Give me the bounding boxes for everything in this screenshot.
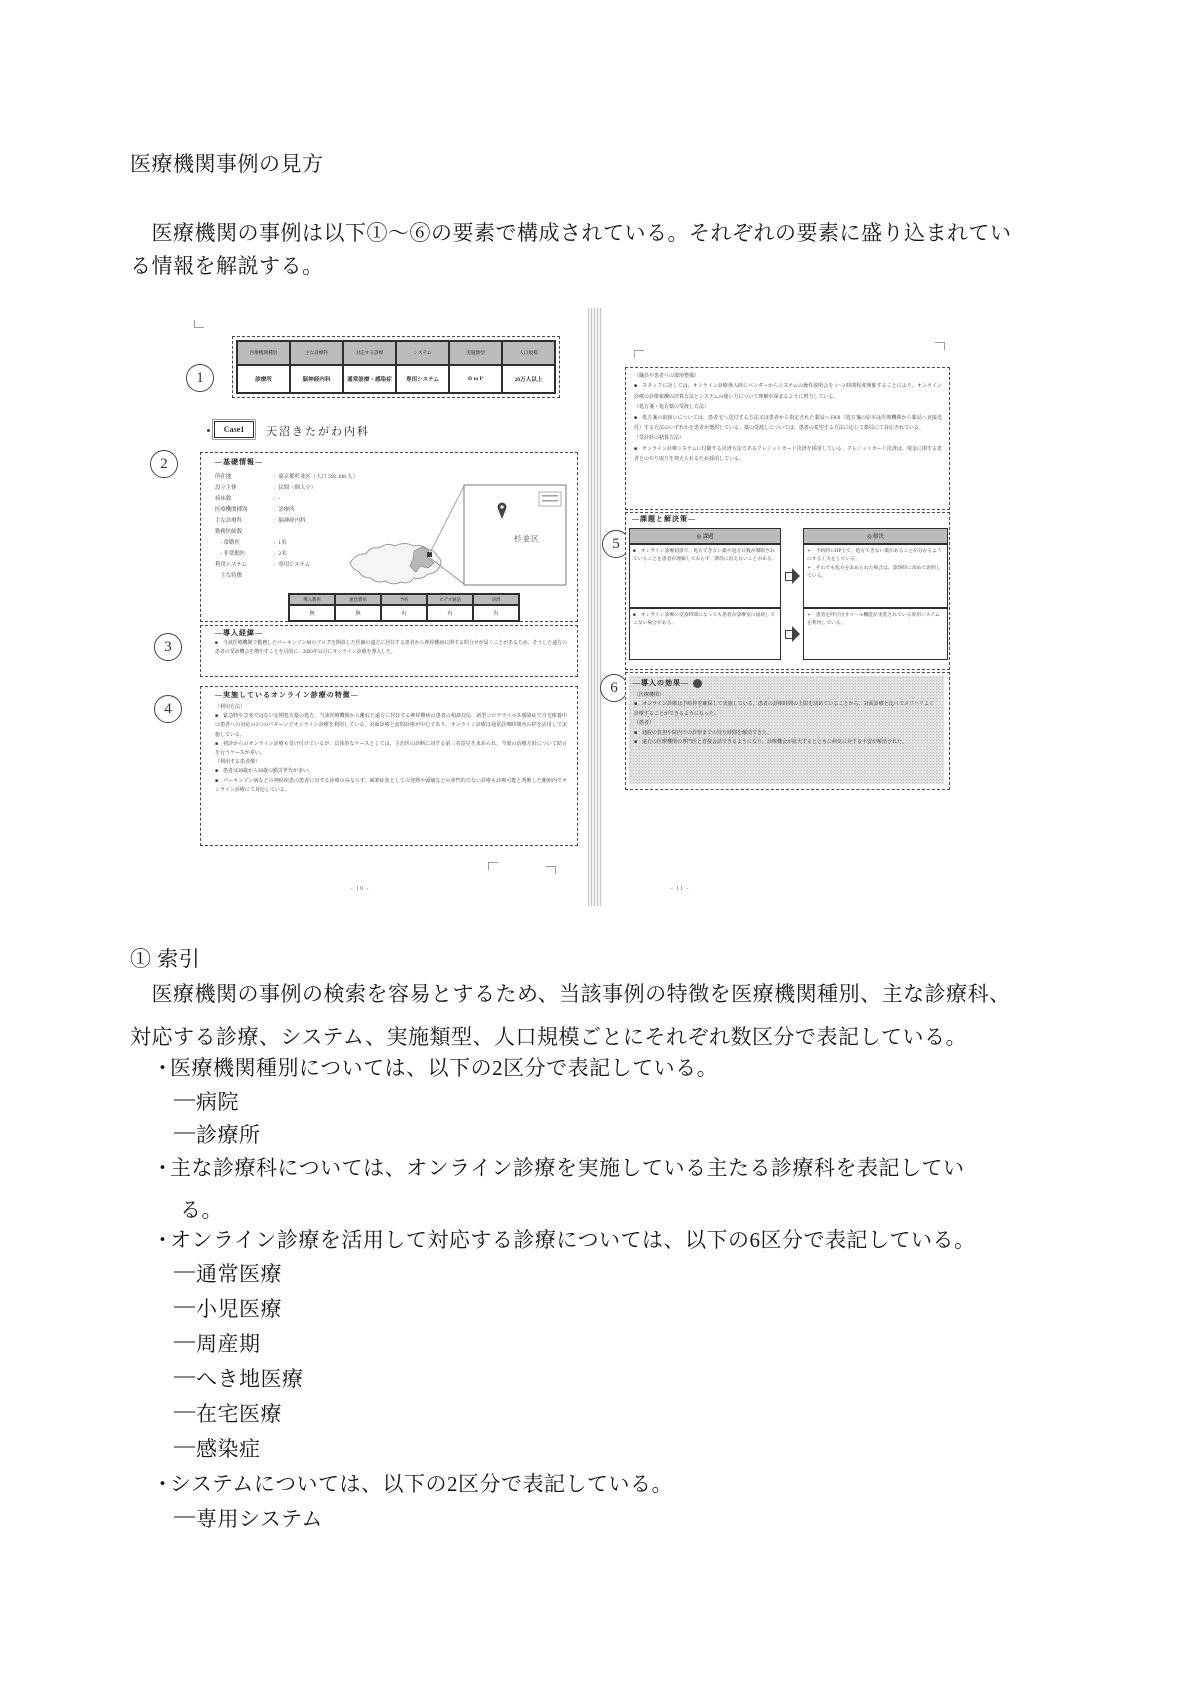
document-viewport: 医療機関事例の見方 医療機関の事例は以下①～⑥の要素で構成されている。それぞれの要素に盛り込まれてい る情報を解説する。 1 医療機関種別 主な診療科 対応する診療 システム 実施類型 人口規模 診療所 脳神経内科 通常診療・感染症 専用システム D to P 20万人以上 Case1 天沼きたがわ内科 2 ―基礎情報― 所在地 ：東京都杉並区（人口 591,108 人） 設立主体 ：民間（個人立） 病床数 ：- 医療機関種別 ：診療所 主な診療科 ：脳神経内科 勤務医師数 - 常勤医 ：1名 - 非常勤医 ：2名 利用システム ：専用システム 主な特徴 杉並区 導入費用 運営費用 予約 ビデオ通話 決済 無 無 有 有 有 3 ―導入経緯― ■ 当該医療機関で勤務したパーキンソン病のブログを開設した医師の遠方に居住する患者から神経難病に関する問合せが届くことがあるため、そうした遠方の患者の受診機会を増やすことを目的に、2020年12月にオンライン診療を導入した。 4 ―実施しているオンライン診療の特徴― （利用方法） ■ 緊急時や急変ではない定期処方薬の処方、当該医療機関から離れた遠方に居住する神経難病の患者の相談対応、新型コロナウイルス感染症で自宅療養中の患者への対応の3つのパターンでオンライン診療を利用している。対面診療と訪問診療が中心であり、オンライン診療は通常診療時間内の枠を活用して実施している。 ■ 初診からのオンライン診療も受け付けているが、具体的なケースとしては、主治医の診断に対する第三者意見を求められ、今後の治療方針について助言を行うケースが多い。 （利用する患者像） ■ 患者は30歳から50歳の勤労世代が多い。 ■ パーキンソン病などの神経疾患の患者に対する診療のみならず、風邪症状としての発熱や頭痛などの専門的でない診療も診療可能と判断した範囲内でオンライン診療にて対応している。 - 10 - （職員や患者への環境整備） ■ スタッフに対しては、オンライン診療導入時にベンダーからシステムの操作説明会を 1～2 時間程度開催することにより、オンライン診療の診療報酬の計算方法とシステムの使い方について理解が深まるように努力している。 （処方箋・処方薬の受渡し方法） ■ 処方箋の取扱いについては、患者宅へ送付する方法又は患者から指定された薬局へ FAX（処方箋の原本は医療機関から薬局へ直接送付）する方法のいずれかを患者が選択している。薬の受渡しについては、患者の希望する方法に応じて薬局にて対応されている。 （受診料の精算方法） ■ オンライン診療システムに付随する決済方法であるクレジットカード決済を採用している。クレジットカード決済は、現金に関する患者とのやり取りを抑えられるため採用している。 5 ―課題と解決策― ◎ 課題 ◎ 解決 ■ オンライン診療初診で、処方できない薬や処方日数が制限されていることを患者が理解しておらず、期待に沿えないことがある。 ➢ 予約時にHP上で、処方できない薬があることが分かるようにする工夫をしている。 ➢ それでも処方を求められた場合は、診察時に改めて説明している。 ■ オンライン診療の受診時間になっても患者が診療室に接続してこない場合がある。 ➢ 患者を呼び出すコール機能が実装されている専用システムを利用している。 6 ―導入の効果― （医療機関） ■ オンライン診療は予約枠を確保して実施している。患者の診療時間の上限を決めていることから、対面診療と比べてメリハリよく診療することができるようになった。 （患者） ■ 通院の負担や院内での診察までの待ち時間を解消できた。 ■ 遠方の医療機関の専門医と直接会話できるようになり、診療機会が拡大するとともに病気に対する不安が解消された。 - 11 - ① 索引 医療機関の事例の検索を容易とするため、当該事例の特徴を医療機関種別、主な診療科、 対応する診療、システム、実施類型、人口規模ごとにそれぞれ数区分で表記している。 ・ 医療機関種別については、以下の2区分で表記している。 ― 病院 ― 診療所 ・ 主な診療科については、オンライン診療を実施している主たる診療科を表記してい る。 ・ オンライン診療を活用して対応する診療については、以下の6区分で表記している。 ― 通常医療 ― 小児医療 ― 周産期 ― へき地医療 ― 在宅医療 ― 感染症 ・ システムについては、以下の2区分で表記している。 ― 専用システム	[0, 0, 1181, 1695]
info-row: 所在地 ：東京都杉並区（人口 591,108 人）	[215, 474, 358, 480]
right-page-number: - 11 -	[670, 886, 690, 892]
care-features-box	[200, 686, 578, 846]
basic-info-title: ―基礎情報―	[215, 458, 263, 466]
effects-box	[625, 672, 950, 790]
issues-title: ―課題と解決策―	[632, 515, 696, 523]
section-number-1: 1	[186, 364, 214, 392]
index-header-system: システム	[396, 341, 449, 365]
scan-bullet-line: ■ 処方箋の取扱いについては、患者宅へ送付する方法又は患者から指定された薬局へ FAX（処方箋の原本は医療機関から薬局へ直接送付）する方法のいずれかを患者が選択している。薬の受渡しについては、患者の希望する方法に応じて薬局にて対応されている。	[634, 415, 942, 432]
dash-icon: ―	[174, 1328, 196, 1352]
crop-mark	[935, 342, 945, 350]
crop-mark	[634, 350, 644, 358]
case-example-figure	[140, 300, 955, 918]
dash-icon: ―	[174, 1398, 196, 1422]
scan-binding-strip	[588, 308, 602, 906]
dash-icon: ―	[174, 1293, 196, 1317]
dash-icon: ―	[174, 1119, 196, 1143]
scan-bullet-line: ■ オンライン診療は予約枠を確保して実施している。患者の診療時間の上限を決めていることから、対面診療と比べてメリハリよく診療することができるようになった。	[634, 702, 934, 717]
dash-icon: ―	[174, 1258, 196, 1282]
issue-cell: ■ オンライン診療の受診時間になっても患者が診療室に接続してこない場合がある。	[629, 608, 781, 660]
crop-mark	[194, 320, 204, 328]
info-row: - 非常勤医 ：2名	[215, 551, 287, 557]
sub-heading: （患者）	[634, 721, 655, 727]
arrow-right-icon	[781, 608, 803, 660]
sub-heading: （職員や患者への環境整備）	[634, 374, 700, 379]
index-value-system: 専用システム	[396, 365, 449, 393]
section-number-4: 4	[154, 695, 182, 723]
environment-body	[634, 372, 942, 466]
section-heading: ① 索引	[130, 947, 201, 971]
index-value-care-type: 通常診療・感染症	[343, 365, 396, 393]
feature-value: 有	[427, 605, 473, 621]
scan-bullet-line: ■ スタッフに対しては、オンライン診療導入時にベンダーからシステムの操作説明会を 1～2 時間程度開催することにより、オンライン診療の診療報酬の計算方法とシステムの使い方について理解が深まるように努力している。	[634, 384, 942, 400]
feature-header: 予約	[381, 594, 427, 605]
sub-heading: （処方箋・処方薬の受渡し方法）	[634, 405, 710, 411]
index-value-facility-type: 診療所	[237, 365, 290, 393]
scan-bullet-line: ■ 患者は30歳から50歳の勤労世代が多い。	[215, 769, 314, 775]
info-row: 勤務医師数	[215, 529, 242, 535]
issues-table	[629, 528, 948, 660]
history-bullet: ■ 当該医療機関で勤務したパーキンソン病のブログを開設した医師の遠方に居住する患者から神経難病に関する問合せが届くことがあるため、そうした遠方の患者の受診機会を増やすことを目的に、2020年12月にオンライン診療を導入した。	[215, 641, 567, 655]
page-title: 医療機関事例の見方	[130, 152, 324, 176]
info-row: 病床数 ：-	[215, 496, 281, 502]
info-row: 利用システム ：専用システム	[215, 562, 311, 568]
feature-value: 無	[335, 605, 381, 621]
bullet-icon: ・	[152, 1156, 174, 1180]
sub-heading: （利用方法）	[215, 705, 246, 710]
care-features-title: ―実施しているオンライン診療の特徴―	[215, 691, 359, 699]
dash-icon: ―	[174, 1503, 196, 1527]
section-number-5: 5	[602, 530, 630, 558]
index-header-department: 主な診療科	[290, 341, 343, 365]
solution-cell: ➢ 予約時にHP上で、処方できない薬があることが分かるようにする工夫をしている。 ➢ それでも処方を求められた場合は、診察時に改めて説明している。	[803, 544, 948, 608]
section-number-2: 2	[150, 450, 178, 478]
crop-mark	[546, 866, 556, 874]
effects-dot-icon	[693, 679, 702, 688]
index-header-care-type: 対応する診療	[343, 341, 396, 365]
feature-header: 導入費用	[289, 594, 335, 605]
index-header-population: 人口規模	[502, 341, 555, 365]
scan-bullet-line: ■ 遠方の医療機関の専門医と直接会話できるようになり、診療機会が拡大するとともに病気に対する不安が解消された。	[634, 740, 908, 746]
bullet-icon: ・	[152, 1056, 174, 1080]
environment-box	[625, 367, 950, 510]
index-table-box	[232, 336, 560, 398]
left-page-number: - 10 -	[350, 886, 370, 892]
scan-bullet-line: ■ 初診からのオンライン診療も受け付けているが、具体的なケースとしては、主治医の診断に対する第三者意見を求められ、今後の治療方針について助言を行うケースが多い。	[215, 741, 567, 757]
intro-line-2: る情報を解説する。	[130, 254, 324, 278]
scan-bullet-line: ■ 通院の負担や院内での診察までの待ち時間を解消できた。	[634, 730, 773, 736]
info-row: - 常勤医 ：1名	[215, 540, 287, 546]
map-legend-box	[539, 492, 561, 506]
care-features-body	[215, 703, 567, 795]
sub-heading: （医療機関）	[634, 693, 665, 698]
arrow-right-icon	[781, 544, 803, 608]
index-value-impl-type: D to P	[449, 365, 502, 393]
sub-heading: （受診料の精算方法）	[634, 436, 685, 442]
case-label: Case1	[214, 421, 254, 438]
index-header-impl-type: 実施類型	[449, 341, 502, 365]
info-row: 設立主体 ：民間（個人立）	[215, 485, 317, 491]
index-value-department: 脳神経内科	[290, 365, 343, 393]
section-para-line-1: 医療機関の事例の検索を容易とするため、当該事例の特徴を医療機関種別、主な診療科、	[130, 982, 1011, 1006]
basic-info-box	[200, 452, 578, 622]
index-header-facility-type: 医療機関種別	[237, 341, 290, 365]
crop-mark	[488, 862, 498, 870]
history-box	[200, 625, 578, 677]
effects-shaded-panel	[629, 676, 944, 784]
scan-bullet-line: ■ パーキンソン病などの神経疾患の患者に対する診療のみならず、風邪症状としての発熱や頭痛などの専門的でない診療も診療可能と判断した範囲内でオンライン診療にて対応している。	[215, 778, 567, 793]
scan-bullet-line: ■ オンライン診療システムに付随する決済方法であるクレジットカード決済を採用している。クレジットカード決済は、現金に関する患者とのやり取りを抑えられるため採用している。	[634, 446, 942, 463]
issues-box	[625, 512, 950, 670]
dash-icon: ―	[174, 1433, 196, 1457]
info-row: 主な診療科 ：脳神経内科	[215, 518, 306, 524]
history-title: ―導入経緯―	[215, 629, 263, 637]
dash-icon: ―	[174, 1086, 196, 1110]
info-row: 医療機関種別 ：診療所	[215, 507, 295, 513]
section-number-6: 6	[600, 674, 628, 702]
issues-column-header: ◎ 課題	[629, 528, 781, 544]
scan-bullet-line: ■ 緊急時や急変ではない定期処方薬の処方、当該医療機関から離れた遠方に居住する神経難病の患者の相談対応、新型コロナウイルス感染症で自宅療養中の患者への対応の3つのパターンでオンライン診療を利用している。対面診療と訪問診療が中心であり、オンライン診療は通常診療時間内の枠を活用して実施している。	[215, 714, 567, 738]
case-name: 天沼きたがわ内科	[266, 426, 370, 438]
feature-header: ビデオ通話	[427, 594, 473, 605]
feature-value: 有	[381, 605, 427, 621]
index-table	[236, 340, 556, 394]
info-row: 主な特徴	[215, 573, 242, 579]
case-bullet	[207, 429, 210, 432]
effects-title: ―導入の効果―	[633, 678, 702, 688]
location-map	[336, 479, 572, 591]
effects-body	[634, 691, 934, 747]
intro-line-1: 医療機関の事例は以下①～⑥の要素で構成されている。それぞれの要素に盛り込まれてい	[130, 221, 1012, 245]
feature-value: 無	[289, 605, 335, 621]
index-value-population: 20万人以上	[502, 365, 555, 393]
solution-cell: ➢ 患者を呼び出すコール機能が実装されている専用システムを利用している。	[803, 608, 948, 660]
map-ward-label: 杉並区	[514, 534, 540, 543]
issue-cell: ■ オンライン診療初診で、処方できない薬や処方日数が制限されていることを患者が理解しておらず、期待に沿えないことがある。	[629, 544, 781, 608]
feature-header: 決済	[473, 594, 519, 605]
bullet-icon: ・	[152, 1472, 174, 1496]
sub-heading: （利用する患者像）	[215, 760, 261, 766]
solutions-column-header: ◎ 解決	[803, 528, 948, 544]
feature-value: 有	[473, 605, 519, 621]
feature-table	[288, 593, 520, 622]
dash-icon: ―	[174, 1363, 196, 1387]
section-number-3: 3	[154, 633, 182, 661]
section-para-line-2: 対応する診療、システム、実施類型、人口規模ごとにそれぞれ数区分で表記している。	[130, 1025, 968, 1049]
feature-header: 運営費用	[335, 594, 381, 605]
bullet-icon: ・	[152, 1228, 174, 1252]
